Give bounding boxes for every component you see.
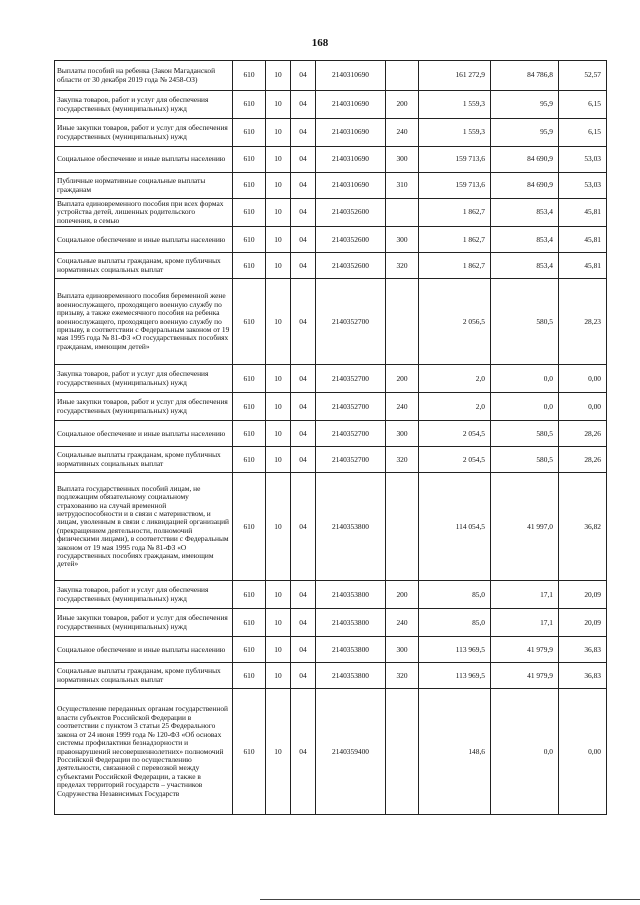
- ministry-code-cell: 610: [233, 227, 266, 253]
- target-article-cell: 2140353800: [316, 581, 386, 609]
- percent-cell: 53,03: [559, 147, 607, 173]
- expense-type-cell: 310: [386, 173, 419, 199]
- expense-type-cell: 200: [386, 365, 419, 393]
- subsection-code-cell: 04: [291, 421, 316, 447]
- percent-cell: 28,26: [559, 447, 607, 473]
- percent-cell: 36,83: [559, 663, 607, 689]
- section-code-cell: 10: [266, 253, 291, 279]
- expense-type-cell: 320: [386, 253, 419, 279]
- table-row: [55, 199, 607, 227]
- target-article-cell: 2140353800: [316, 609, 386, 637]
- ministry-code-cell: 610: [233, 119, 266, 147]
- subsection-code-cell: 04: [291, 689, 316, 815]
- percent-cell: 45,81: [559, 199, 607, 227]
- ministry-code-cell: 610: [233, 581, 266, 609]
- target-article-cell: 2140352600: [316, 253, 386, 279]
- subsection-code-cell: 04: [291, 119, 316, 147]
- expense-type-cell: 300: [386, 227, 419, 253]
- percent-cell: 52,57: [559, 61, 607, 91]
- section-code-cell: 10: [266, 393, 291, 421]
- section-code-cell: 10: [266, 473, 291, 581]
- row-name-cell: Выплата единовременного пособия беременной жене военнослужащего, проходящего военную службу по призыву, а также ежемесячного пособия на ребенка военнослужащего, проходящего военную службу по призыву, в соответствии с Федеральным законом от 19 мая 1995 года № 81-ФЗ «О государственных пособиях гражданам, имеющим детей»: [55, 279, 233, 365]
- percent-cell: 36,83: [559, 637, 607, 663]
- subsection-code-cell: 04: [291, 253, 316, 279]
- target-article-cell: 2140352600: [316, 199, 386, 227]
- subsection-code-cell: 04: [291, 227, 316, 253]
- section-code-cell: 10: [266, 421, 291, 447]
- percent-cell: 53,03: [559, 173, 607, 199]
- plan-amount-cell: 159 713,6: [419, 173, 491, 199]
- target-article-cell: 2140353800: [316, 637, 386, 663]
- subsection-code-cell: 04: [291, 147, 316, 173]
- section-code-cell: 10: [266, 173, 291, 199]
- subsection-code-cell: 04: [291, 447, 316, 473]
- section-code-cell: 10: [266, 279, 291, 365]
- plan-amount-cell: 1 862,7: [419, 199, 491, 227]
- actual-amount-cell: 0,0: [491, 365, 559, 393]
- ministry-code-cell: 610: [233, 637, 266, 663]
- actual-amount-cell: 84 786,8: [491, 61, 559, 91]
- ministry-code-cell: 610: [233, 609, 266, 637]
- budget-table: [54, 60, 607, 815]
- subsection-code-cell: 04: [291, 199, 316, 227]
- section-code-cell: 10: [266, 61, 291, 91]
- expense-type-cell: 320: [386, 447, 419, 473]
- table-row: [55, 147, 607, 173]
- percent-cell: 20,09: [559, 581, 607, 609]
- footer-rule: [260, 899, 640, 900]
- actual-amount-cell: 0,0: [491, 689, 559, 815]
- table-row: [55, 91, 607, 119]
- actual-amount-cell: 0,0: [491, 393, 559, 421]
- plan-amount-cell: 148,6: [419, 689, 491, 815]
- target-article-cell: 2140352700: [316, 447, 386, 473]
- actual-amount-cell: 95,9: [491, 119, 559, 147]
- table-row: [55, 227, 607, 253]
- row-name-cell: Публичные нормативные социальные выплаты гражданам: [55, 173, 233, 199]
- target-article-cell: 2140352700: [316, 421, 386, 447]
- section-code-cell: 10: [266, 365, 291, 393]
- plan-amount-cell: 2 054,5: [419, 421, 491, 447]
- expense-type-cell: [386, 61, 419, 91]
- actual-amount-cell: 17,1: [491, 581, 559, 609]
- target-article-cell: 2140310690: [316, 147, 386, 173]
- percent-cell: 36,82: [559, 473, 607, 581]
- section-code-cell: 10: [266, 689, 291, 815]
- row-name-cell: Социальные выплаты гражданам, кроме публичных нормативных социальных выплат: [55, 447, 233, 473]
- percent-cell: 45,81: [559, 227, 607, 253]
- plan-amount-cell: 114 054,5: [419, 473, 491, 581]
- target-article-cell: 2140310690: [316, 91, 386, 119]
- subsection-code-cell: 04: [291, 393, 316, 421]
- subsection-code-cell: 04: [291, 173, 316, 199]
- target-article-cell: 2140310690: [316, 119, 386, 147]
- row-name-cell: Закупка товаров, работ и услуг для обеспечения государственных (муниципальных) нужд: [55, 365, 233, 393]
- row-name-cell: Иные закупки товаров, работ и услуг для обеспечения государственных (муниципальных) нужд: [55, 393, 233, 421]
- table-row: [55, 581, 607, 609]
- table-row: [55, 447, 607, 473]
- expense-type-cell: [386, 199, 419, 227]
- expense-type-cell: 240: [386, 393, 419, 421]
- actual-amount-cell: 41 997,0: [491, 473, 559, 581]
- table-row: [55, 279, 607, 365]
- target-article-cell: 2140310690: [316, 61, 386, 91]
- section-code-cell: 10: [266, 227, 291, 253]
- table-row: [55, 173, 607, 199]
- target-article-cell: 2140353800: [316, 663, 386, 689]
- table-row: [55, 365, 607, 393]
- table-row: [55, 421, 607, 447]
- plan-amount-cell: 113 969,5: [419, 637, 491, 663]
- actual-amount-cell: 580,5: [491, 279, 559, 365]
- actual-amount-cell: 580,5: [491, 447, 559, 473]
- expense-type-cell: [386, 473, 419, 581]
- section-code-cell: 10: [266, 609, 291, 637]
- subsection-code-cell: 04: [291, 473, 316, 581]
- row-name-cell: Выплата единовременного пособия при всех формах устройства детей, лишенных родительского попечения, в семью: [55, 199, 233, 227]
- actual-amount-cell: 17,1: [491, 609, 559, 637]
- expense-type-cell: [386, 689, 419, 815]
- ministry-code-cell: 610: [233, 689, 266, 815]
- row-name-cell: Закупка товаров, работ и услуг для обеспечения государственных (муниципальных) нужд: [55, 581, 233, 609]
- table-row: [55, 253, 607, 279]
- plan-amount-cell: 1 862,7: [419, 253, 491, 279]
- ministry-code-cell: 610: [233, 61, 266, 91]
- subsection-code-cell: 04: [291, 279, 316, 365]
- row-name-cell: Социальные выплаты гражданам, кроме публичных нормативных социальных выплат: [55, 253, 233, 279]
- table-row: [55, 663, 607, 689]
- table-row: [55, 637, 607, 663]
- subsection-code-cell: 04: [291, 365, 316, 393]
- percent-cell: 6,15: [559, 119, 607, 147]
- row-name-cell: Иные закупки товаров, работ и услуг для обеспечения государственных (муниципальных) нужд: [55, 119, 233, 147]
- ministry-code-cell: 610: [233, 91, 266, 119]
- table-row: [55, 689, 607, 815]
- expense-type-cell: 300: [386, 637, 419, 663]
- row-name-cell: Социальное обеспечение и иные выплаты населению: [55, 421, 233, 447]
- expense-type-cell: 320: [386, 663, 419, 689]
- ministry-code-cell: 610: [233, 473, 266, 581]
- table-row: [55, 609, 607, 637]
- row-name-cell: Закупка товаров, работ и услуг для обеспечения государственных (муниципальных) нужд: [55, 91, 233, 119]
- section-code-cell: 10: [266, 637, 291, 663]
- plan-amount-cell: 1 862,7: [419, 227, 491, 253]
- row-name-cell: Выплата государственных пособий лицам, не подлежащим обязательному социальному страхованию на случай временной нетрудоспособности и в связи с материнством, и лицам, уволенным в связи с ликвидацией организаций (прекращением деятельности, полномочий физическими лицами), в соответствии с Федеральным законом от 19 мая 1995 года № 81-ФЗ «О государственных пособиях гражданам, имеющим детей»: [55, 473, 233, 581]
- actual-amount-cell: 580,5: [491, 421, 559, 447]
- target-article-cell: 2140352700: [316, 393, 386, 421]
- plan-amount-cell: 2,0: [419, 365, 491, 393]
- table-body: [55, 61, 607, 815]
- table-row: [55, 393, 607, 421]
- plan-amount-cell: 2 054,5: [419, 447, 491, 473]
- ministry-code-cell: 610: [233, 421, 266, 447]
- plan-amount-cell: 159 713,6: [419, 147, 491, 173]
- actual-amount-cell: 95,9: [491, 91, 559, 119]
- section-code-cell: 10: [266, 91, 291, 119]
- actual-amount-cell: 84 690,9: [491, 147, 559, 173]
- subsection-code-cell: 04: [291, 581, 316, 609]
- ministry-code-cell: 610: [233, 173, 266, 199]
- actual-amount-cell: 41 979,9: [491, 663, 559, 689]
- ministry-code-cell: 610: [233, 279, 266, 365]
- table-row: [55, 61, 607, 91]
- section-code-cell: 10: [266, 199, 291, 227]
- plan-amount-cell: 85,0: [419, 609, 491, 637]
- actual-amount-cell: 84 690,9: [491, 173, 559, 199]
- row-name-cell: Осуществление переданных органам государственной власти субъектов Российской Федерации в соответствии с пунктом 3 статьи 25 Федерального закона от 24 июня 1999 года № 120-ФЗ «Об основах системы профилактики безнадзорности и правонарушений несовершеннолетних» полномочий Российской Федерации по осуществлению деятельности, связанной с перевозкой между субъектами Российской Федерации, а также в пределах территорий государств – участников Содружества Независимых Государств: [55, 689, 233, 815]
- row-name-cell: Иные закупки товаров, работ и услуг для обеспечения государственных (муниципальных) нужд: [55, 609, 233, 637]
- expense-type-cell: 300: [386, 421, 419, 447]
- ministry-code-cell: 610: [233, 447, 266, 473]
- plan-amount-cell: 2 056,5: [419, 279, 491, 365]
- percent-cell: 45,81: [559, 253, 607, 279]
- row-name-cell: Социальное обеспечение и иные выплаты населению: [55, 227, 233, 253]
- expense-type-cell: [386, 279, 419, 365]
- row-name-cell: Выплаты пособий на ребенка (Закон Магаданской области от 30 декабря 2019 года № 2458-ОЗ): [55, 61, 233, 91]
- actual-amount-cell: 853,4: [491, 253, 559, 279]
- plan-amount-cell: 161 272,9: [419, 61, 491, 91]
- section-code-cell: 10: [266, 447, 291, 473]
- expense-type-cell: 240: [386, 609, 419, 637]
- percent-cell: 0,00: [559, 365, 607, 393]
- table-row: [55, 473, 607, 581]
- section-code-cell: 10: [266, 147, 291, 173]
- target-article-cell: 2140352600: [316, 227, 386, 253]
- ministry-code-cell: 610: [233, 663, 266, 689]
- ministry-code-cell: 610: [233, 365, 266, 393]
- plan-amount-cell: 85,0: [419, 581, 491, 609]
- plan-amount-cell: 1 559,3: [419, 119, 491, 147]
- actual-amount-cell: 853,4: [491, 199, 559, 227]
- ministry-code-cell: 610: [233, 393, 266, 421]
- target-article-cell: 2140352700: [316, 279, 386, 365]
- section-code-cell: 10: [266, 119, 291, 147]
- expense-type-cell: 200: [386, 581, 419, 609]
- row-name-cell: Социальное обеспечение и иные выплаты населению: [55, 147, 233, 173]
- expense-type-cell: 240: [386, 119, 419, 147]
- percent-cell: 0,00: [559, 393, 607, 421]
- percent-cell: 28,23: [559, 279, 607, 365]
- ministry-code-cell: 610: [233, 253, 266, 279]
- expense-type-cell: 200: [386, 91, 419, 119]
- section-code-cell: 10: [266, 581, 291, 609]
- ministry-code-cell: 610: [233, 147, 266, 173]
- subsection-code-cell: 04: [291, 663, 316, 689]
- row-name-cell: Социальные выплаты гражданам, кроме публичных нормативных социальных выплат: [55, 663, 233, 689]
- percent-cell: 20,09: [559, 609, 607, 637]
- target-article-cell: 2140352700: [316, 365, 386, 393]
- ministry-code-cell: 610: [233, 199, 266, 227]
- plan-amount-cell: 113 969,5: [419, 663, 491, 689]
- subsection-code-cell: 04: [291, 61, 316, 91]
- plan-amount-cell: 1 559,3: [419, 91, 491, 119]
- actual-amount-cell: 41 979,9: [491, 637, 559, 663]
- section-code-cell: 10: [266, 663, 291, 689]
- row-name-cell: Социальное обеспечение и иные выплаты населению: [55, 637, 233, 663]
- page-number: 168: [311, 37, 329, 49]
- plan-amount-cell: 2,0: [419, 393, 491, 421]
- subsection-code-cell: 04: [291, 637, 316, 663]
- subsection-code-cell: 04: [291, 609, 316, 637]
- subsection-code-cell: 04: [291, 91, 316, 119]
- expense-type-cell: 300: [386, 147, 419, 173]
- percent-cell: 28,26: [559, 421, 607, 447]
- target-article-cell: 2140310690: [316, 173, 386, 199]
- target-article-cell: 2140353800: [316, 473, 386, 581]
- target-article-cell: 2140359400: [316, 689, 386, 815]
- percent-cell: 6,15: [559, 91, 607, 119]
- table-row: [55, 119, 607, 147]
- percent-cell: 0,00: [559, 689, 607, 815]
- actual-amount-cell: 853,4: [491, 227, 559, 253]
